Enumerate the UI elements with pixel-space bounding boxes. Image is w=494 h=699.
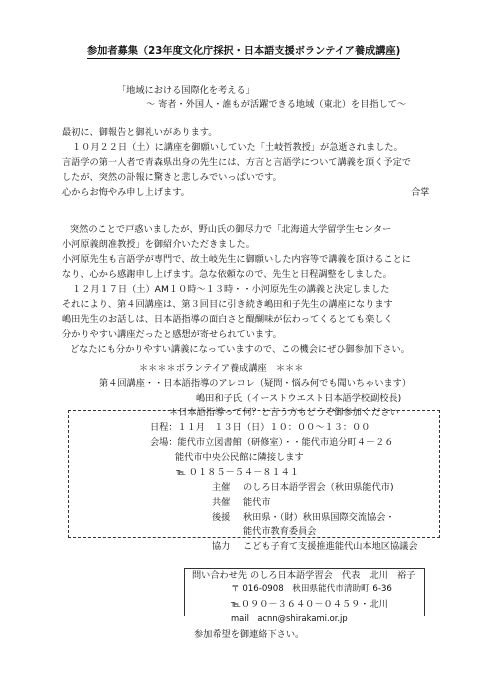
lecture-title: 第４回講座・・日本語指導のアレコレ（疑問・悩み何でも聞いちゃいます） [99,378,412,389]
organizer-value: のしろ日本語学習会（秋田県能代市) [243,482,394,493]
subtitle-theme: 「地域における国際化を考える」 [117,85,255,96]
body-line: １２月１７日（土）AM１０時～１３時・・小河原先生の講義と決定しました [72,284,390,295]
body-line: 嶋田先生のお話しは、日本語指導の面白さと醍醐味が伝わってくるとても楽しく [62,314,393,325]
body-line: 分かりやすい講座だったと感想が寄せられています。 [62,329,282,340]
body-line: 小河原先生も言語学が専門で、故土岐先生に御願いした内容等で講義を頂けることに [62,254,411,265]
contact-phone: ℡０９０－３６４０－０４５９・北川 [231,599,388,610]
organizer-label: 共催 [212,497,231,508]
contact-address: 〒 016-0908 秋田県能代市清助町 6-36 [231,584,392,594]
organizer-label: 後援 [212,512,231,523]
body-line: それにより、第４回講座は、第３回目に引き続き嶋田和子先生の講座になります [62,299,393,310]
body-line: 突然のことで戸惑いましたが、野山氏の御尽力で「北海道大学留学生センター [70,224,392,235]
body-line: どなたにも分かりやすい講義になっていますので、この機会にぜひ御参加下さい。 [70,344,410,355]
page-title: 参加者募集（23年度文化庁採択・日本語支援ボランテイア養成講座) [87,47,400,59]
intro-line: 最初に、御報告と御礼いがあります。 [62,127,218,138]
contact-footer: 参加希望を御連絡下さい。 [194,629,305,640]
organizer-value: 能代市 [243,497,271,508]
organizer-value: 能代市教育委員会 [243,526,317,537]
lecturer-name: 嶋田和子氏（イーストウエスト日本語学校副校長) [196,393,402,404]
event-date: 日程：１１月 １３日（日）１０：００～１３：００ [150,422,371,433]
body-line: 小河原義朗准教授」を御紹介いただきました。 [62,239,255,250]
organizer-label: 主催 [212,482,231,493]
intro-line: 心からお悔やみ申し上げます。 [62,187,190,198]
organizer-value: こども子育て支援推進能代山本地区協議会 [243,541,418,552]
event-venue: 会場：能代市立図書館（研修室）・・能代市追分町４－２６ [150,437,394,448]
contact-email: mail acnn@shirakami.or.jp [231,613,348,623]
organizer-label: 協力 [212,541,231,552]
body-line: なり、心から感謝申し上げます。急な依頼なので、先生と日程調整をしました。 [62,269,392,280]
event-tel: ℡ ０１８５－５４－８１４１ [176,467,300,478]
organizer-value: 秋田県・（財）秋田県国際交流協会・ [243,512,395,523]
subtitle-goal: ～ 寄者・外国人・誰もが活躍できる地域（東北）を目指して～ [146,99,407,110]
invite-text: ＊日本語指導って何？と言う方もどうぞ御参加ください [169,407,399,418]
gassho-text: 合掌 [411,187,430,198]
intro-line: 言語学の第一人者で青森県出身の先生には、方言と言語学について講義を頂く予定で [62,157,411,168]
course-header: ＊＊＊＊ボランテイア養成講座 ＊＊＊ [139,363,304,374]
event-venue-note: 能代市中央公民館に隣接します [175,452,304,463]
intro-line: したが、突然の訃報に驚きと悲しみでいっぱいです。 [62,172,282,183]
intro-line: １０月２２日（土）に講座を御願いしていた「土岐哲教授」が急逝されました。 [72,142,403,153]
contact-line: 問い合わせ先 のしろ日本語学習会 代表 北川 裕子 [192,570,416,581]
